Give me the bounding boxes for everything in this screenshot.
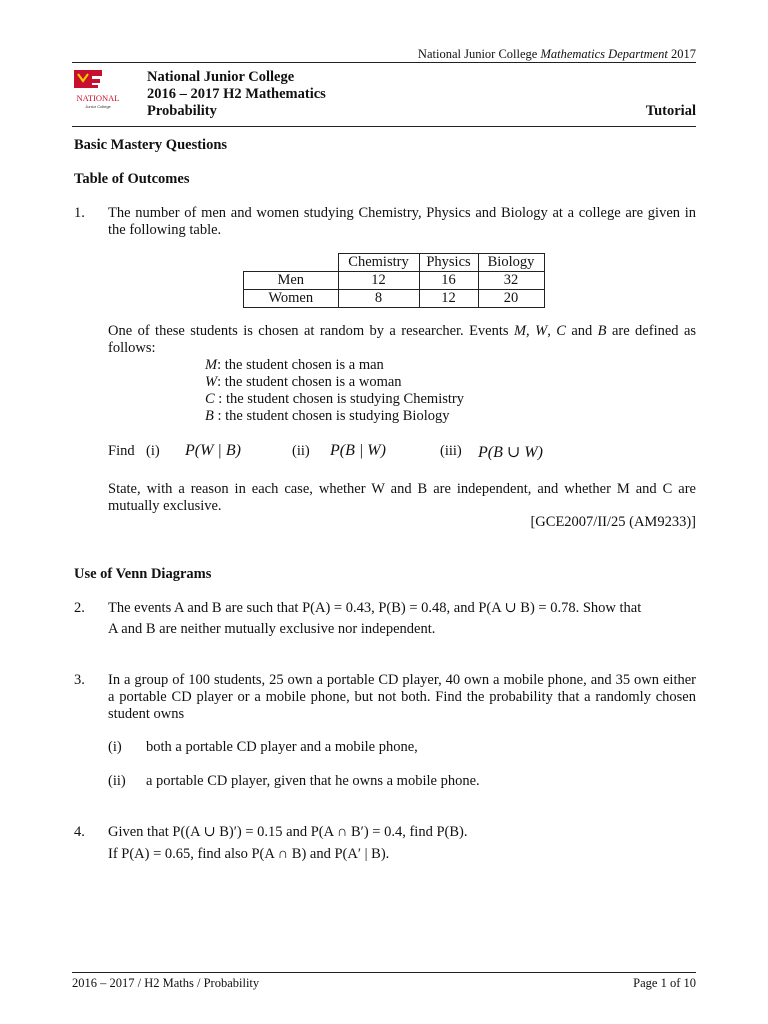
question-3-text: In a group of 100 students, 25 own a portable CD player, 40 own a mobile phone, and 35 own either a portable CD player or a mobile phone, but not both. Find the probability that a randomly chosen student owns xyxy=(108,672,696,722)
footer-rule xyxy=(72,972,696,973)
page-number: Page 1 of 10 xyxy=(633,976,696,990)
svg-text:Junior College: Junior College xyxy=(85,104,111,109)
question-number-2: 2. xyxy=(74,600,85,616)
question-1-reference: [GCE2007/II/25 (AM9233)] xyxy=(530,514,696,530)
question-2-line-2: A and B are neither mutually exclusive nor independent. xyxy=(108,621,436,637)
table-row xyxy=(244,290,545,308)
question-number-4: 4. xyxy=(74,824,85,840)
doc-type: Tutorial xyxy=(645,103,696,119)
title-rule xyxy=(72,126,696,127)
question-1-chosen: One of these students is chosen at random by a researcher. Events M, W, C and B are defined as follows: xyxy=(108,323,697,356)
column-header: Biology xyxy=(478,254,544,272)
section-basic-mastery: Basic Mastery Questions xyxy=(74,137,228,153)
question-2-line-1: The events A and B are such that P(A) = 0.43, P(B) = 0.48, and P(A ∪ B) = 0.78. Show that xyxy=(108,600,642,616)
column-header: Physics xyxy=(419,254,478,272)
part-label: (i) xyxy=(146,443,160,459)
event-definitions xyxy=(205,357,464,425)
question-3-part-i: both a portable CD player and a mobile phone, xyxy=(146,739,418,755)
part-expression: P(B | W) xyxy=(330,442,386,459)
table-row xyxy=(244,272,545,290)
question-1-state: State, with a reason in each case, whether W and B are independent, and whether M and C are mutually exclusive. xyxy=(108,481,696,514)
question-number-3: 3. xyxy=(74,672,85,688)
part-label: (ii) xyxy=(108,773,126,789)
column-header: Chemistry xyxy=(338,254,419,272)
outcomes-table xyxy=(243,253,545,308)
question-3-part-ii: a portable CD player, given that he owns a mobile phone. xyxy=(146,773,480,789)
part-label: (ii) xyxy=(292,443,310,459)
header-rule xyxy=(72,62,696,63)
row-label: Men xyxy=(244,272,339,290)
part-label: (i) xyxy=(108,739,122,755)
course-name: 2016 – 2017 H2 Mathematics xyxy=(147,86,326,102)
title-block xyxy=(147,69,326,120)
topic-name: Probability xyxy=(147,103,217,119)
footer-left: 2016 – 2017 / H2 Maths / Probability xyxy=(72,976,260,990)
svg-text:NATIONAL: NATIONAL xyxy=(76,93,120,103)
table-header-row xyxy=(244,254,545,272)
table-cell: 8 xyxy=(338,290,419,308)
question-4-line-2: If P(A) = 0.65, find also P(A ∩ B) and P(A′ | B). xyxy=(108,846,390,862)
question-4-line-1: Given that P((A ∪ B)′) = 0.15 and P(A ∩ B′) = 0.4, find P(B). xyxy=(108,824,468,840)
event-m: M: the student chosen is a man xyxy=(205,357,384,373)
table-cell: 12 xyxy=(419,290,478,308)
table-cell: 12 xyxy=(338,272,419,290)
event-b: B : the student chosen is studying Biology xyxy=(205,408,450,424)
part-expression: P(W | B) xyxy=(185,442,241,459)
section-table-of-outcomes: Table of Outcomes xyxy=(74,171,190,187)
college-logo xyxy=(74,70,122,114)
table-cell: 16 xyxy=(419,272,478,290)
event-c: C : the student chosen is studying Chemistry xyxy=(205,391,464,407)
part-label: (iii) xyxy=(440,443,462,459)
find-label: Find xyxy=(108,443,135,459)
table-cell: 20 xyxy=(478,290,544,308)
college-name: National Junior College xyxy=(147,69,295,85)
part-expression: P(B ∪ W) xyxy=(478,444,543,461)
table-cell: 32 xyxy=(478,272,544,290)
question-number-1: 1. xyxy=(74,205,85,221)
event-w: W: the student chosen is a woman xyxy=(205,374,402,390)
running-head: National Junior College Mathematics Department 2017 xyxy=(417,47,696,61)
section-venn-diagrams: Use of Venn Diagrams xyxy=(74,566,212,582)
question-1-intro: The number of men and women studying Chemistry, Physics and Biology at a college are given in the following table. xyxy=(108,205,696,238)
row-label: Women xyxy=(244,290,339,308)
